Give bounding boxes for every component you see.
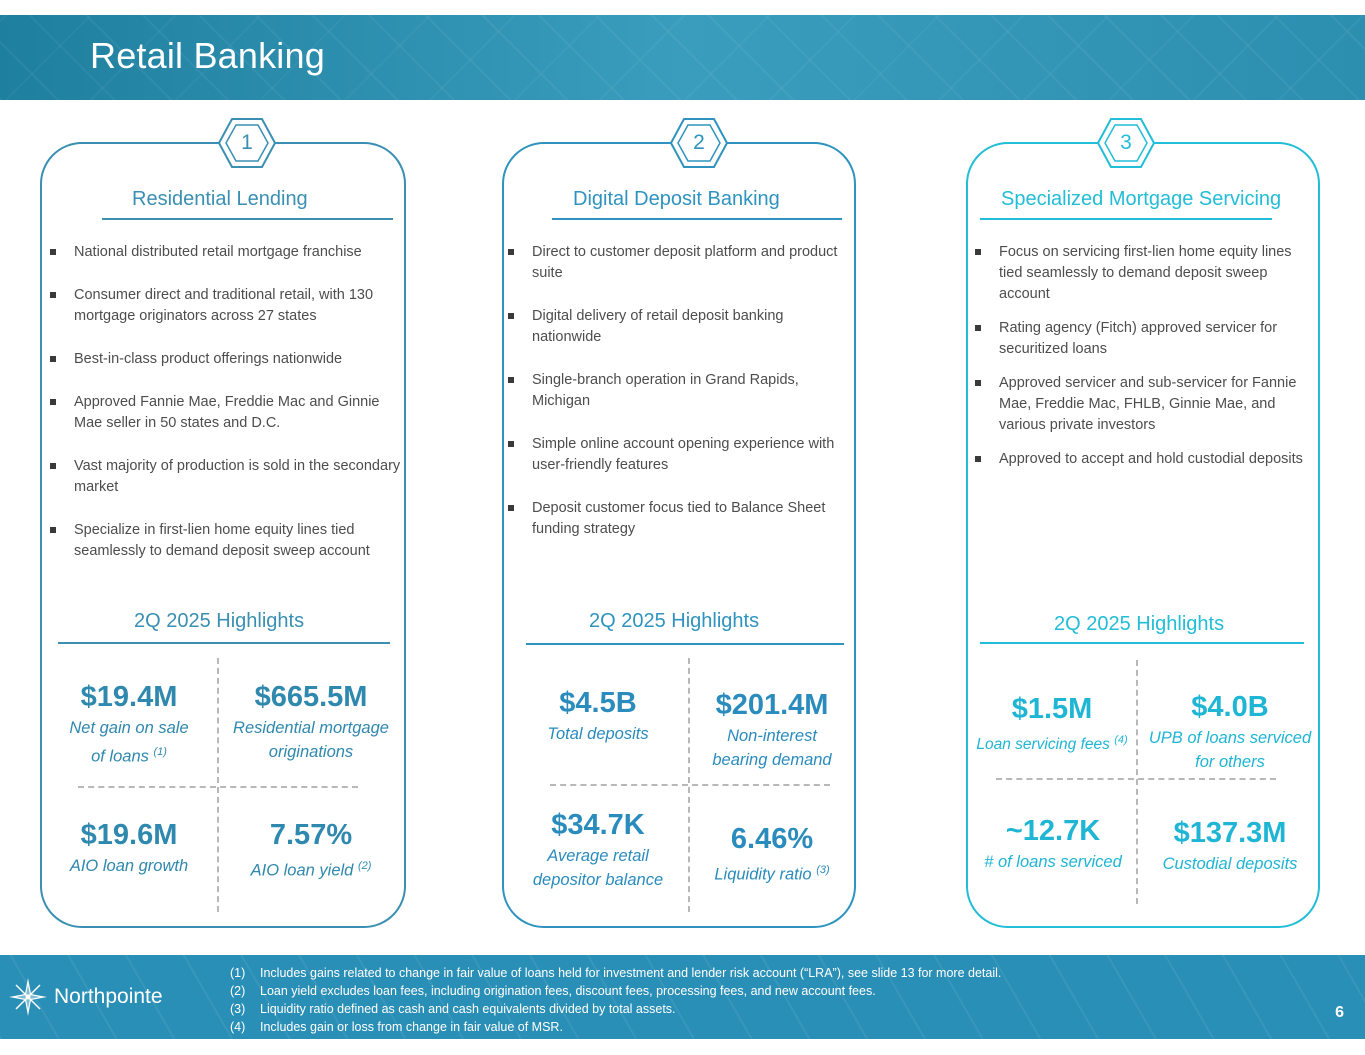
metric-upb-serviced [1142, 690, 1318, 774]
metric-avg-depositor-balance [518, 808, 678, 892]
grid-divider-vertical [1136, 660, 1138, 904]
metric-label-line: UPB of loans serviced [1148, 729, 1312, 747]
metric-label: Custodial deposits [1162, 855, 1298, 873]
metric-value: 7.57% [269, 819, 353, 851]
card-title: Specialized Mortgage Servicing [1001, 188, 1282, 210]
footnotes [230, 964, 1001, 1036]
highlights-underline [526, 643, 844, 645]
metric-label [1142, 726, 1318, 774]
company-logo [8, 977, 163, 1017]
footnote-number: (1) [230, 966, 246, 980]
metric-value: $201.4M [715, 689, 829, 721]
metric-net-gain [54, 680, 204, 769]
metric-value: $4.5B [559, 687, 637, 719]
footnote-ref: (1) [153, 746, 167, 758]
metric-label-line: AIO loan yield [250, 861, 354, 880]
list-item: Specialize in first-lien home equity lines tied seamlessly to demand deposit sweep account [50, 520, 402, 562]
metric-custodial-deposits [1142, 816, 1318, 876]
grid-divider-horizontal [996, 778, 1276, 780]
badge-number: 3 [1120, 131, 1132, 154]
metric-liquidity-ratio [694, 822, 850, 887]
highlights-underline [980, 642, 1304, 644]
metric-total-deposits [518, 686, 678, 746]
highlights-title: 2Q 2025 Highlights [134, 610, 305, 632]
list-item: National distributed retail mortgage franchise [50, 242, 402, 263]
compass-star-icon [8, 977, 48, 1017]
metric-label-line: Non-interest [727, 727, 817, 745]
metric-originations [222, 680, 400, 764]
metric-label-line: depositor balance [532, 871, 664, 889]
card-title: Residential Lending [132, 188, 308, 210]
metric-label-line: originations [268, 743, 354, 761]
metric-label-line: bearing demand [712, 751, 832, 769]
footnote-text: Liquidity ratio defined as cash and cash equivalents divided by total assets. [260, 1002, 676, 1016]
metric-aio-growth [54, 818, 204, 878]
page-title: Retail Banking [90, 35, 325, 76]
metric-value: $137.3M [1173, 817, 1287, 849]
card-title-underline [102, 218, 393, 220]
list-item: Simple online account opening experience with user-friendly features [508, 434, 848, 476]
card-residential-lending [40, 131, 406, 928]
list-item: Approved servicer and sub-servicer for Fannie Mae, Freddie Mac, FHLB, Ginnie Mae, and various private investors [975, 373, 1317, 436]
metric-label-line: Net gain on sale [69, 719, 189, 737]
metric-label [968, 728, 1136, 757]
footnote-text: Loan yield excludes loan fees, including origination fees, discount fees, processing fees, and new account fees. [260, 984, 876, 998]
grid-divider-horizontal [78, 786, 358, 788]
metric-value: $1.5M [1011, 693, 1093, 725]
list-item: Best-in-class product offerings nationwide [50, 349, 402, 370]
footnote-ref: (2) [357, 860, 372, 872]
badge-hexagon-1 [218, 117, 276, 169]
list-item: Digital delivery of retail deposit banking nationwide [508, 306, 848, 348]
metric-label-line: for others [1195, 753, 1265, 771]
card-title-underline [552, 218, 842, 220]
logo-wordmark: Northpointe [54, 985, 163, 1008]
card-digital-deposit-banking [502, 131, 856, 928]
list-item: Single-branch operation in Grand Rapids, Michigan [508, 370, 848, 412]
metric-value: $19.6M [80, 819, 178, 851]
grid-divider-horizontal [550, 784, 830, 786]
list-item: Rating agency (Fitch) approved servicer for securitized loans [975, 318, 1317, 360]
header-banner [0, 15, 1365, 100]
metric-label [518, 844, 678, 892]
bullet-list [975, 242, 1317, 470]
footnote [230, 1000, 1001, 1018]
metric-label [222, 854, 400, 883]
card-specialized-mortgage-servicing [966, 131, 1320, 928]
list-item: Approved Fannie Mae, Freddie Mac and Ginnie Mae seller in 50 states and D.C. [50, 392, 402, 434]
bullet-list [508, 242, 848, 540]
metric-value: $4.0B [1191, 691, 1269, 723]
footnote [230, 1018, 1001, 1036]
metric-label: # of loans serviced [984, 853, 1122, 871]
metric-label: Total deposits [547, 725, 649, 743]
metric-value: 6.46% [730, 823, 814, 855]
metric-label-line: Liquidity ratio [714, 865, 812, 884]
metric-loans-serviced [970, 814, 1136, 874]
highlights-underline [58, 642, 390, 644]
footnote-number: (2) [230, 984, 246, 998]
metric-value: $665.5M [254, 681, 368, 713]
card-title: Digital Deposit Banking [573, 188, 780, 210]
list-item: Focus on servicing first-lien home equity lines tied seamlessly to demand deposit sweep account [975, 242, 1317, 305]
footnote-number: (4) [230, 1020, 246, 1034]
highlights-title: 2Q 2025 Highlights [1054, 613, 1225, 635]
metric-label-line: of loans [91, 747, 149, 766]
metric-non-interest-demand [694, 688, 850, 772]
badge-hexagon-3 [1097, 117, 1155, 169]
metric-label [54, 716, 204, 769]
list-item: Approved to accept and hold custodial deposits [975, 449, 1317, 470]
bullet-list [50, 242, 402, 562]
list-item: Vast majority of production is sold in the secondary market [50, 456, 402, 498]
card-title-underline [980, 218, 1272, 220]
metric-value: ~12.7K [1005, 815, 1101, 847]
metric-label [222, 716, 400, 764]
metric-label-line: Average retail [547, 847, 649, 865]
metric-aio-yield [222, 818, 400, 883]
metric-value: $19.4M [80, 681, 178, 713]
metric-value: $34.7K [551, 809, 645, 841]
metric-label-line: Residential mortgage [233, 719, 389, 737]
list-item: Consumer direct and traditional retail, with 130 mortgage originators across 27 states [50, 285, 402, 327]
metric-label: AIO loan growth [69, 857, 189, 875]
list-item: Direct to customer deposit platform and product suite [508, 242, 848, 284]
grid-divider-vertical [217, 658, 219, 912]
footnote-ref: (3) [816, 864, 830, 876]
footnote-number: (3) [230, 1002, 246, 1016]
footnote [230, 964, 1001, 982]
list-item: Deposit customer focus tied to Balance Sheet funding strategy [508, 498, 848, 540]
badge-number: 2 [693, 131, 705, 154]
highlights-title: 2Q 2025 Highlights [589, 610, 760, 632]
badge-number: 1 [241, 131, 253, 154]
footnote-text: Includes gain or loss from change in fair value of MSR. [260, 1020, 563, 1034]
footnote-ref: (4) [1114, 734, 1128, 746]
metric-label [694, 724, 850, 772]
badge-hexagon-2 [670, 117, 728, 169]
footnote-text: Includes gains related to change in fair value of loans held for investment and lender risk account (“LRA”), see slide 13 for more detail. [260, 966, 1002, 980]
footer-bar [0, 955, 1365, 1039]
metric-servicing-fees [968, 692, 1136, 757]
metric-label-line: Loan servicing fees [976, 736, 1110, 754]
page-number: 6 [1335, 1004, 1344, 1021]
metric-label [694, 858, 850, 887]
footnote [230, 982, 1001, 1000]
